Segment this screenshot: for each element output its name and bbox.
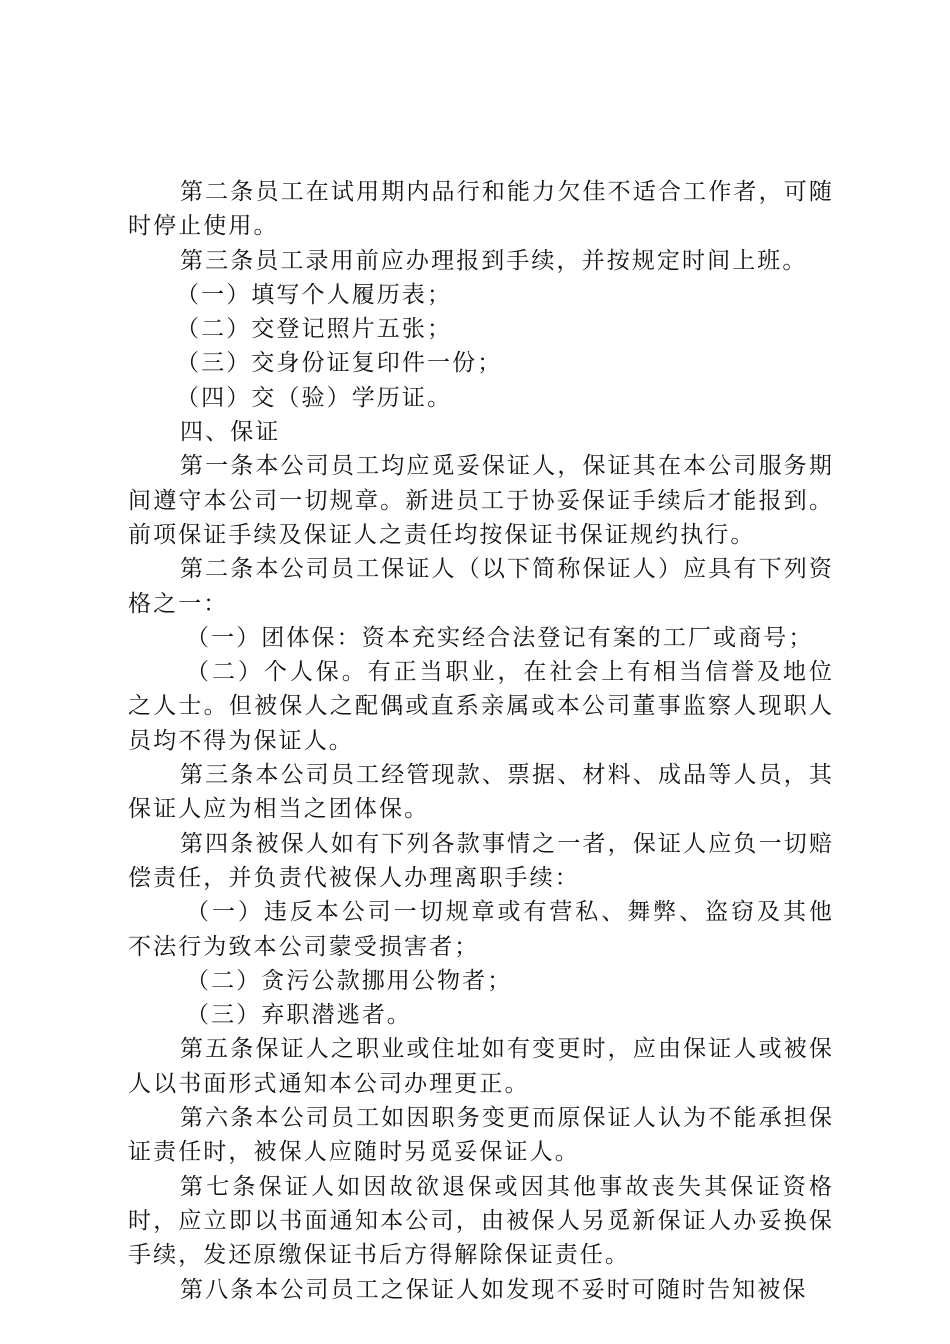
list-item: （二）贪污公款挪用公物者； — [186, 967, 513, 994]
list-item: （四）交（验）学历证。 — [176, 384, 453, 411]
paragraph: 第四条被保人如有下列各款事情之一者，保证人应负一切赔偿责任，并负责代被保人办理离职手续： — [128, 830, 834, 891]
list-item: （二）交登记照片五张； — [176, 316, 453, 343]
paragraph: 第三条员工录用前应办理报到手续，并按规定时间上班。 — [180, 247, 808, 274]
list-item: （一）填写个人履历表； — [176, 281, 453, 308]
paragraph: 第二条本公司员工保证人（以下简称保证人）应具有下列资格之一： — [128, 556, 834, 617]
list-item: （二）个人保。有正当职业，在社会上有相当信誉及地位之人士。但被保人之配偶或直系亲属或本公司董事监察人现职人员均不得为保证人。 — [128, 659, 834, 754]
paragraph: 第六条本公司员工如因职务变更而原保证人认为不能承担保证责任时，被保人应随时另觅妥保证人。 — [128, 1105, 834, 1166]
paragraph: 第七条保证人如因故欲退保或因其他事故丧失其保证资格时，应立即以书面通知本公司，由被保人另觅新保证人办妥换保手续，发还原缴保证书后方得解除保证责任。 — [128, 1173, 834, 1269]
paragraph: 第三条本公司员工经管现款、票据、材料、成品等人员，其保证人应为相当之团体保。 — [128, 762, 834, 823]
paragraph: 第一条本公司员工均应觅妥保证人，保证其在本公司服务期间遵守本公司一切规章。新进员工于协妥保证手续后才能报到。前项保证手续及保证人之责任均按保证书保证规约执行。 — [128, 453, 834, 548]
paragraph: 第二条员工在试用期内品行和能力欠佳不适合工作者，可随时停止使用。 — [128, 179, 834, 240]
paragraph: 第八条本公司员工之保证人如发现不妥时可随时告知被保 — [180, 1276, 808, 1303]
document-body — [128, 175, 834, 1307]
list-item: （三）弃职潜逃者。 — [186, 1002, 412, 1029]
list-item: （一）违反本公司一切规章或有营私、舞弊、盗窃及其他不法行为致本公司蒙受损害者； — [128, 899, 834, 960]
list-item: （一）团体保：资本充实经合法登记有案的工厂或商号； — [186, 624, 814, 651]
section-heading: 四、保证 — [180, 419, 281, 446]
paragraph: 第五条保证人之职业或住址如有变更时，应由保证人或被保人以书面形式通知本公司办理更正。 — [128, 1036, 834, 1097]
list-item: （三）交身份证复印件一份； — [176, 350, 503, 377]
